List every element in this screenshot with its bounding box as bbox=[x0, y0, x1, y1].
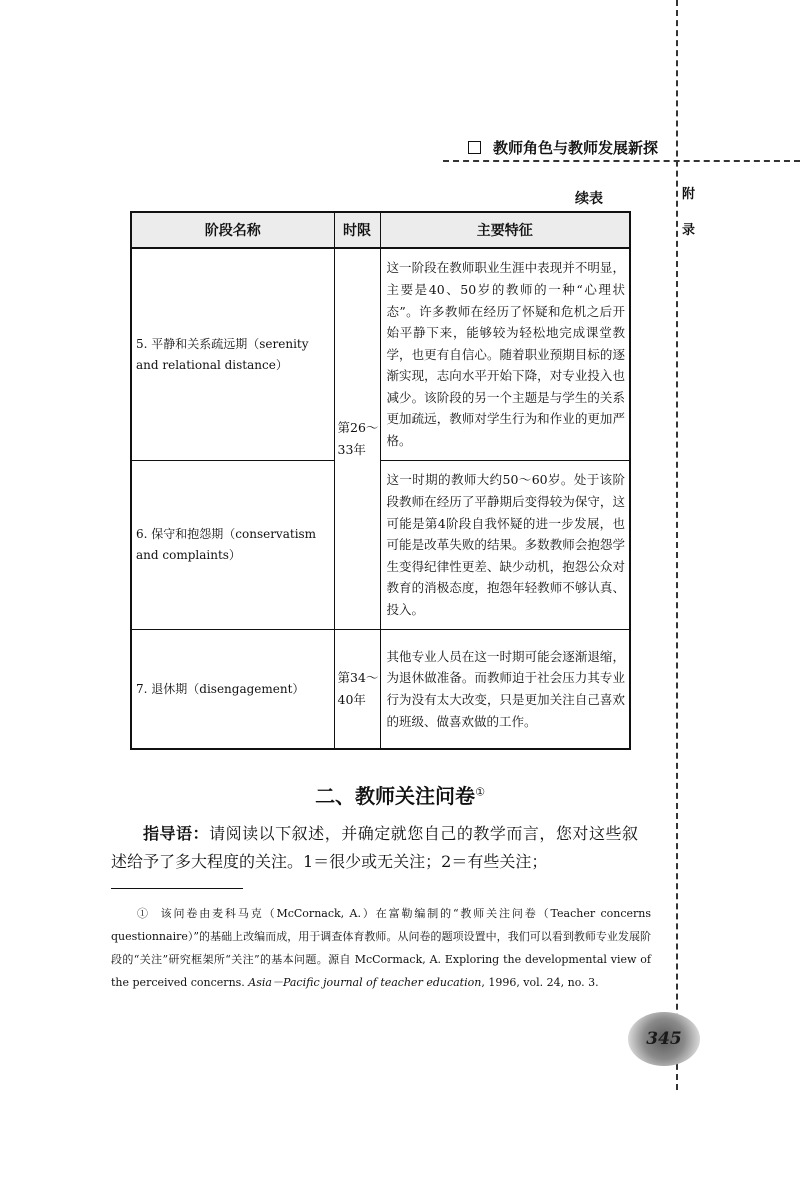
table-header-row bbox=[131, 212, 630, 248]
footnote-marker: ① bbox=[137, 907, 150, 920]
table-row bbox=[131, 248, 630, 461]
features-cell: 这一阶段在教师职业生涯中表现并不明显，主要是40、50岁的教师的一种“心理状态”。许多教师在经历了怀疑和危机之后开始平静下来，能够较为轻松地完成课堂教学，也更有自信心。随着职业预期目标的逐渐实现，志向水平开始下降，对专业投入也减少。该阶段的另一个主题是与学生的关系更加疏远，教师对学生行为和作业的更加严格。 bbox=[380, 248, 630, 461]
section-footnote-marker: ① bbox=[475, 785, 485, 799]
running-header bbox=[468, 137, 658, 158]
period-cell: 第26～33年 bbox=[334, 248, 380, 630]
header-title: 教师角色与教师发展新探 bbox=[493, 139, 659, 157]
footnote bbox=[111, 902, 651, 994]
section-heading bbox=[0, 780, 800, 809]
footnote-text: 该问卷由麦科马克（McCornack, A.）在富勒编制的“教师关注问卷（Teacher concerns questionnaire）”的基础上改编而成，用于调查体育教师。从问卷的题项设置中，我们可以看到教师专业发展阶段的“关注”研究框架所“关注”的基本问题。源自 McCormack, A. Exploring the developmental view of the perceived concerns. bbox=[111, 907, 651, 989]
table-row bbox=[131, 630, 630, 750]
instructions-lead: 指导语： bbox=[143, 824, 210, 843]
footnote-divider bbox=[111, 888, 243, 889]
column-header-stage: 阶段名称 bbox=[131, 212, 334, 248]
instructions-text: 请阅读以下叙述，并确定就您自己的教学而言，您对这些叙述给予了多大程度的关注。1＝很少或无关注；2＝有些关注； bbox=[111, 824, 638, 871]
stage-name-cell: 5. 平静和关系疏远期（serenity and relational distance） bbox=[131, 248, 334, 461]
footnote-citation: , 1996, vol. 24, no. 3. bbox=[481, 976, 599, 989]
page-number: 345 bbox=[646, 1029, 682, 1049]
square-bullet-icon bbox=[468, 141, 481, 154]
binding-dashed-vertical-line bbox=[676, 0, 678, 1090]
side-tab-lu: 录 bbox=[682, 223, 696, 238]
stage-name-cell: 6. 保守和抱怨期（conservatism and complaints） bbox=[131, 461, 334, 630]
column-header-period: 时限 bbox=[334, 212, 380, 248]
features-cell: 这一时期的教师大约50～60岁。处于该阶段教师在经历了平静期后变得较为保守，这可能是第4阶段自我怀疑的进一步发展，也可能是改革失败的结果。多数教师会抱怨学生变得纪律性更差、缺少动机，抱怨公众对教育的消极态度，抱怨年轻教师不够认真、投入。 bbox=[380, 461, 630, 630]
footnote-journal: Asia－Pacific journal of teacher education bbox=[248, 976, 482, 989]
section-title: 二、教师关注问卷 bbox=[315, 784, 476, 808]
side-tab-fu: 附 bbox=[682, 187, 696, 202]
stage-name-cell: 7. 退休期（disengagement） bbox=[131, 630, 334, 750]
period-cell: 第34～40年 bbox=[334, 630, 380, 750]
career-stages-table bbox=[130, 211, 631, 750]
instructions-paragraph bbox=[111, 820, 638, 876]
features-cell: 其他专业人员在这一时期可能会逐渐退缩，为退休做准备。而教师迫于社会压力其专业行为没有太大改变，只是更加关注自己喜欢的班级、做喜欢做的工作。 bbox=[380, 630, 630, 750]
header-dashed-rule bbox=[443, 160, 800, 162]
column-header-features: 主要特征 bbox=[380, 212, 630, 248]
table-row bbox=[131, 461, 630, 630]
page-number-badge bbox=[628, 1012, 700, 1066]
table-continued-label: 续表 bbox=[575, 191, 603, 207]
